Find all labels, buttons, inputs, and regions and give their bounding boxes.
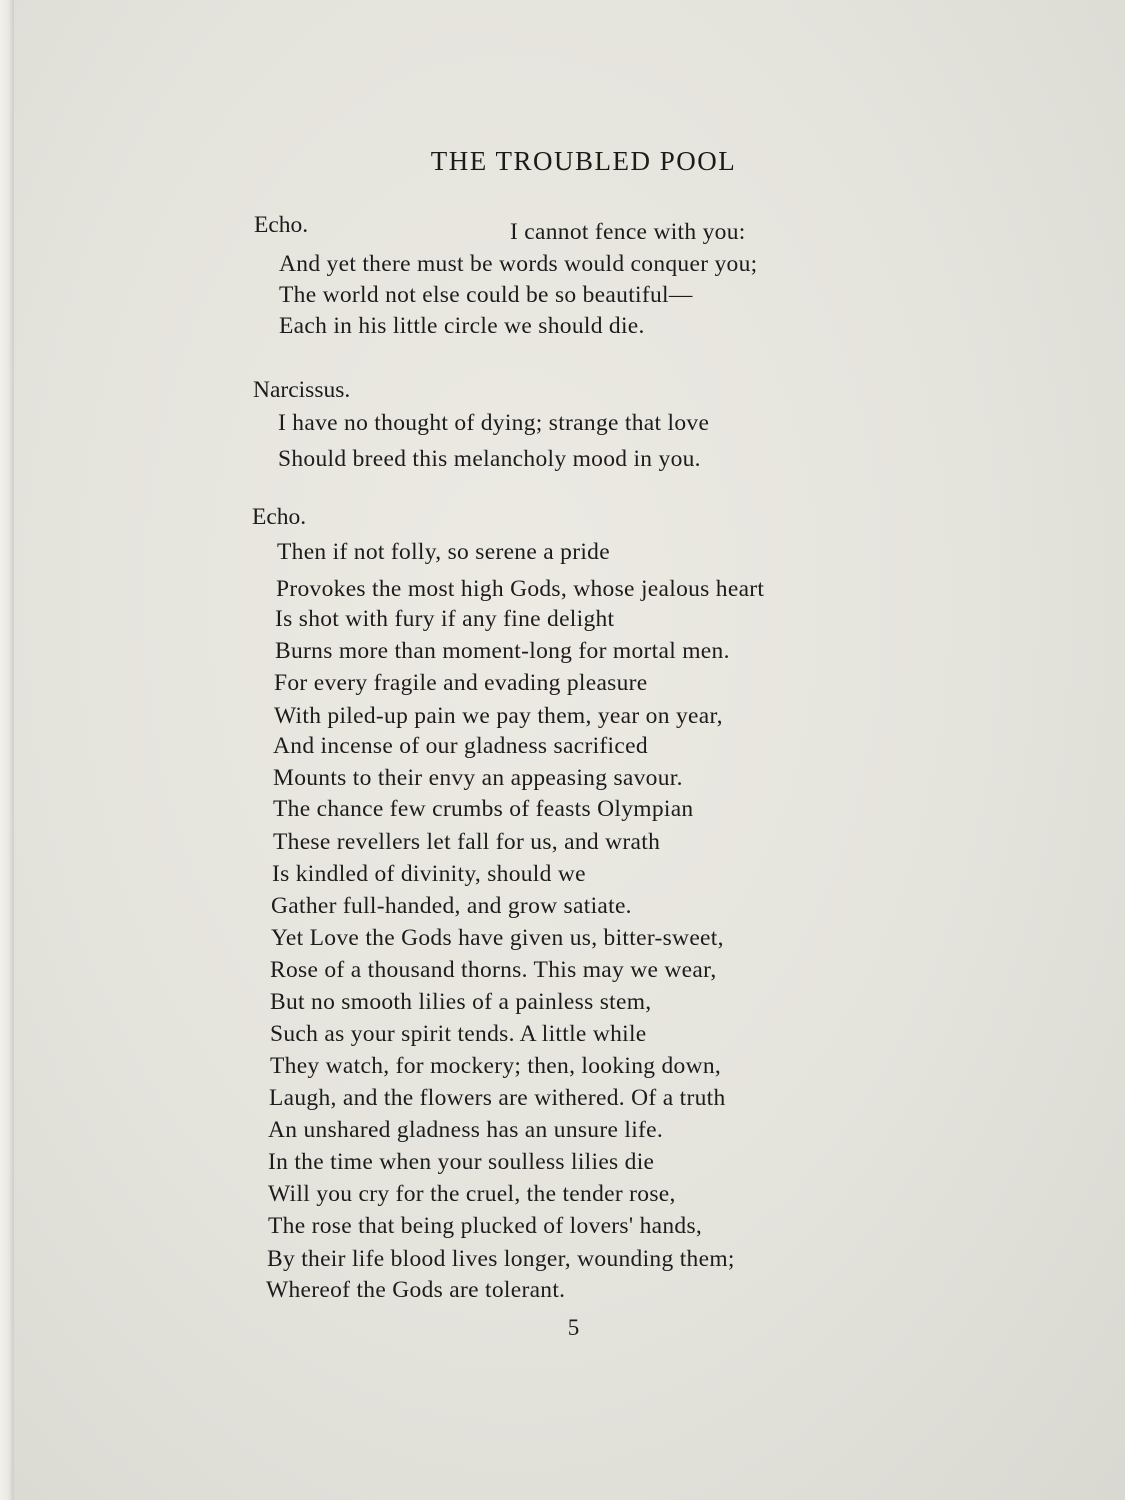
verse-line: I cannot fence with you: (510, 219, 746, 245)
verse-line: The rose that being plucked of lovers' hands, (268, 1213, 703, 1239)
verse-line: With piled-up pain we pay them, year on year, (274, 703, 723, 729)
verse-line: Yet Love the Gods have given us, bitter-sweet, (271, 925, 724, 951)
speaker-echo: Echo. (252, 504, 307, 530)
page-number (0, 1315, 1125, 1341)
verse-line: Is kindled of divinity, should we (272, 861, 586, 887)
page-number-text: 5 (567, 1315, 580, 1340)
speaker-echo: Echo. (254, 212, 309, 238)
verse-line: Is shot with fury if any fine delight (275, 606, 615, 632)
verse-line: Rose of a thousand thorns. This may we wear, (270, 957, 717, 983)
verse-line: Each in his little circle we should die. (279, 313, 645, 339)
verse-line: Then if not folly, so serene a pride (277, 539, 610, 565)
verse-line: The world not else could be so beautiful— (279, 282, 693, 308)
verse-line: The chance few crumbs of feasts Olympian (273, 796, 694, 822)
verse-line: An unshared gladness has an unsure life. (268, 1117, 664, 1143)
verse-line: Such as your spirit tends. A little while (270, 1021, 647, 1047)
verse-line: I have no thought of dying; strange that love (278, 410, 710, 436)
verse-line: Provokes the most high Gods, whose jealous heart (276, 576, 765, 602)
speaker-narcissus: Narcissus. (253, 377, 351, 403)
verse-line: They watch, for mockery; then, looking down, (270, 1053, 722, 1079)
verse-line: In the time when your soulless lilies die (268, 1149, 655, 1175)
verse-line: Should breed this melancholy mood in you. (278, 446, 701, 472)
verse-line: Mounts to their envy an appeasing savour. (273, 765, 683, 791)
verse-line: For every fragile and evading pleasure (274, 670, 648, 696)
verse-line: And yet there must be words would conquer you; (279, 251, 758, 277)
verse-line: By their life blood lives longer, wounding them; (267, 1246, 735, 1272)
verse-line: Gather full-handed, and grow satiate. (271, 893, 632, 919)
verse-line: Will you cry for the cruel, the tender rose, (268, 1181, 676, 1207)
verse-line: These revellers let fall for us, and wrath (273, 829, 661, 855)
verse-line: Whereof the Gods are tolerant. (266, 1277, 566, 1303)
verse-line: But no smooth lilies of a painless stem, (270, 989, 652, 1015)
verse-line: And incense of our gladness sacrificed (273, 733, 648, 759)
page-title: THE TROUBLED POOL (430, 146, 737, 176)
verse-line: Burns more than moment-long for mortal men. (275, 638, 730, 664)
verse-line: Laugh, and the flowers are withered. Of a truth (269, 1085, 726, 1111)
